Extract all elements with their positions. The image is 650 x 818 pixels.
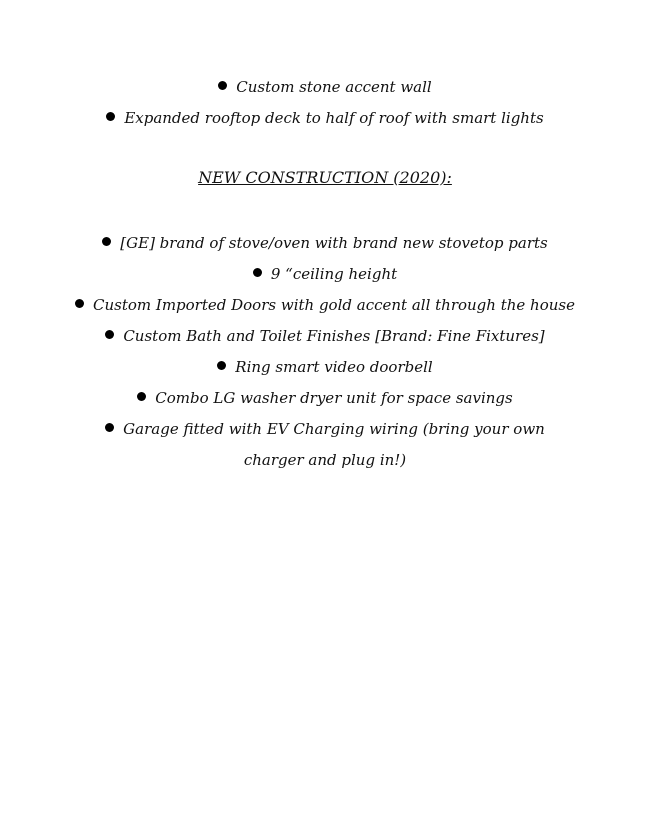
list-item-text: [GE] brand of stove/oven with brand new stovetop parts [120,234,548,252]
list-item-text: Garage fitted with EV Charging wiring (bring your own charger and plug in!) [123,420,545,469]
feature-list-new-construction [0,228,650,476]
list-item-text: Custom stone accent wall [236,78,432,96]
bullet-icon [253,268,262,277]
bullet-icon [217,361,226,370]
feature-list-top [0,72,650,134]
list-item [0,259,650,290]
bullet-icon [218,81,227,90]
list-item-text: Custom Imported Doors with gold accent all through the house [93,296,575,314]
list-item [75,414,575,476]
bullet-icon [75,299,84,308]
bullet-icon [106,112,115,121]
list-item [0,352,650,383]
list-item-text: Ring smart video doorbell [235,358,433,376]
list-item-text: 9 “ceiling height [270,265,398,283]
list-item [0,72,650,103]
section-heading: NEW CONSTRUCTION (2020): [198,168,452,187]
list-item [0,383,650,414]
list-item [0,290,650,321]
list-item [0,228,650,259]
bullet-icon [105,423,114,432]
bullet-icon [137,392,146,401]
bullet-icon [105,330,114,339]
list-item [0,321,650,352]
list-item-text: Custom Bath and Toilet Finishes [Brand: Fine Fixtures] [123,327,545,345]
bullet-icon [102,237,111,246]
list-item-text: Combo LG washer dryer unit for space savings [155,389,513,407]
list-item [0,103,650,134]
list-item-text: Expanded rooftop deck to half of roof with smart lights [124,109,544,127]
